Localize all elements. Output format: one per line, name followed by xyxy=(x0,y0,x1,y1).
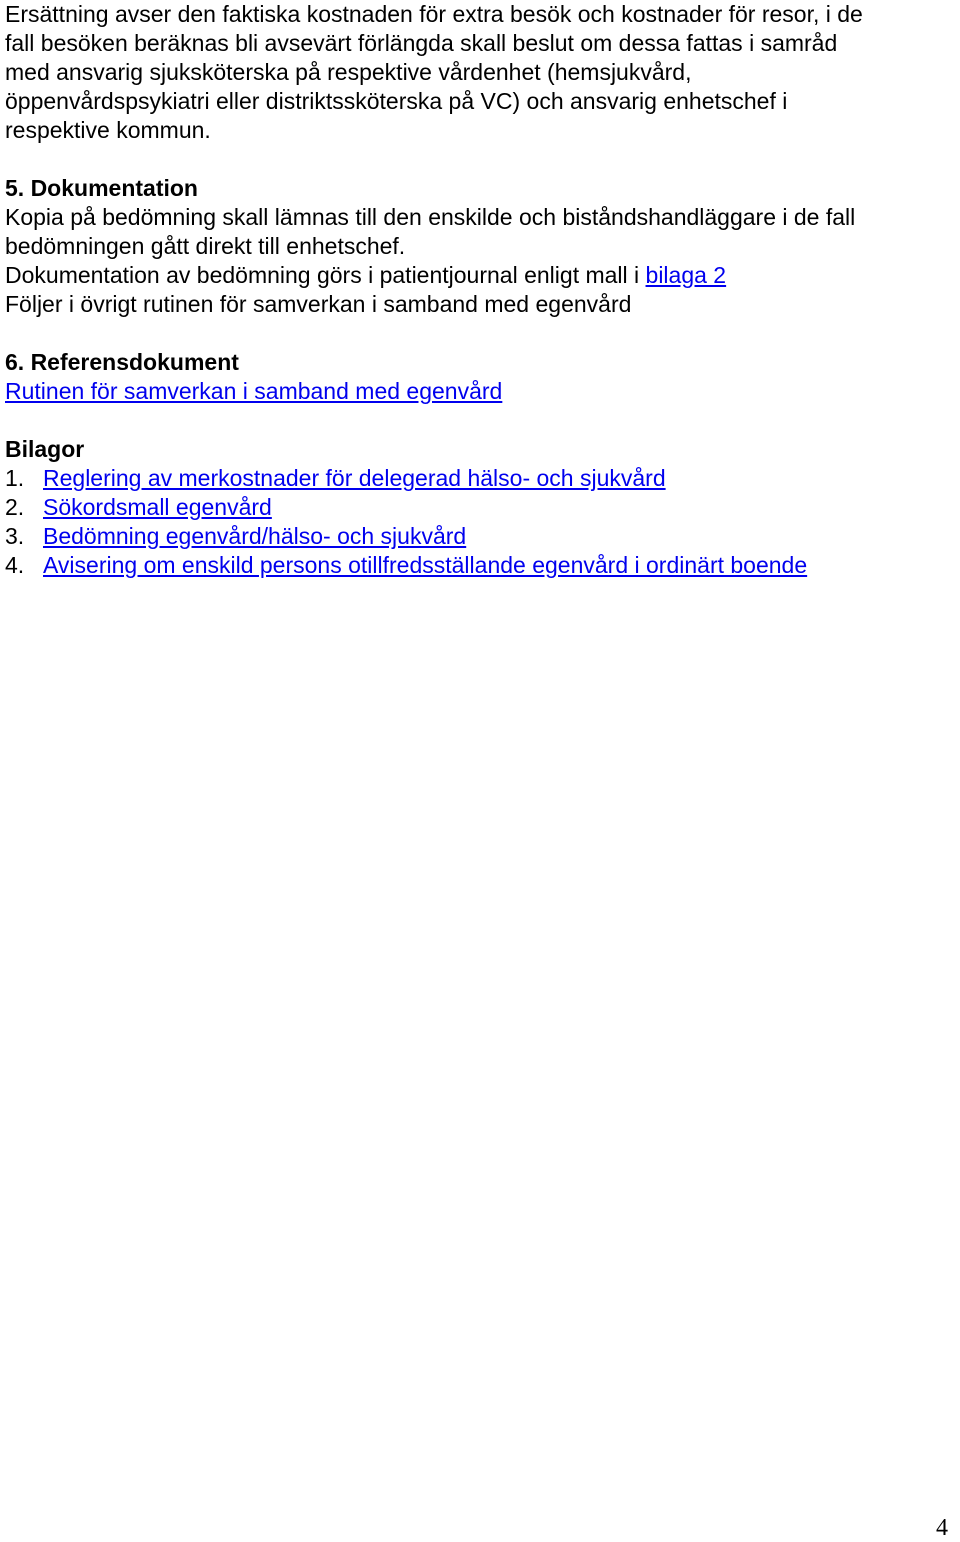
bilaga-link[interactable]: Bedömning egenvård/hälso- och sjukvård xyxy=(43,523,467,549)
list-item xyxy=(5,493,955,522)
list-number: 2. xyxy=(5,494,25,520)
body-line xyxy=(5,261,955,290)
bilaga-2-link[interactable]: bilaga 2 xyxy=(645,262,727,288)
section-heading: Bilagor xyxy=(5,436,85,462)
body-line: Kopia på bedömning skall lämnas till den enskilde och biståndshandläggare i de fall xyxy=(5,204,856,230)
bilagor-list xyxy=(5,464,955,580)
section-referensdokument xyxy=(5,348,955,406)
spacer xyxy=(5,145,955,174)
intro-line: respektive kommun. xyxy=(5,117,211,143)
section-heading: 6. Referensdokument xyxy=(5,349,239,375)
intro-line: med ansvarig sjuksköterska på respektive vårdenhet (hemsjukvård, xyxy=(5,59,692,85)
list-item xyxy=(5,551,955,580)
bilaga-link[interactable]: Avisering om enskild persons otillfredsställande egenvård i ordinärt boende xyxy=(43,552,808,578)
spacer xyxy=(5,319,955,348)
section-dokumentation xyxy=(5,174,955,319)
list-number: 4. xyxy=(5,552,25,578)
body-text: Dokumentation av bedömning görs i patientjournal enligt mall i xyxy=(5,262,646,288)
body-line: bedömningen gått direkt till enhetschef. xyxy=(5,233,406,259)
list-item xyxy=(5,522,955,551)
page-number: 4 xyxy=(936,1515,948,1541)
list-item xyxy=(5,464,955,493)
section-bilagor xyxy=(5,435,955,580)
document-page xyxy=(5,0,955,580)
section-heading: 5. Dokumentation xyxy=(5,175,198,201)
intro-line: Ersättning avser den faktiska kostnaden för extra besök och kostnader för resor, i de xyxy=(5,1,863,27)
bilaga-link[interactable]: Sökordsmall egenvård xyxy=(43,494,272,520)
spacer xyxy=(5,406,955,435)
referens-link[interactable]: Rutinen för samverkan i samband med egenvård xyxy=(5,378,503,404)
bilaga-link[interactable]: Reglering av merkostnader för delegerad hälso- och sjukvård xyxy=(43,465,666,491)
list-number: 1. xyxy=(5,465,25,491)
body-line xyxy=(5,377,955,406)
intro-line: fall besöken beräknas bli avsevärt förlängda skall beslut om dessa fattas i samråd xyxy=(5,30,838,56)
list-number: 3. xyxy=(5,523,25,549)
body-line: Följer i övrigt rutinen för samverkan i samband med egenvård xyxy=(5,291,632,317)
intro-paragraph xyxy=(5,0,955,145)
intro-line: öppenvårdspsykiatri eller distriktssköterska på VC) och ansvarig enhetschef i xyxy=(5,88,788,114)
